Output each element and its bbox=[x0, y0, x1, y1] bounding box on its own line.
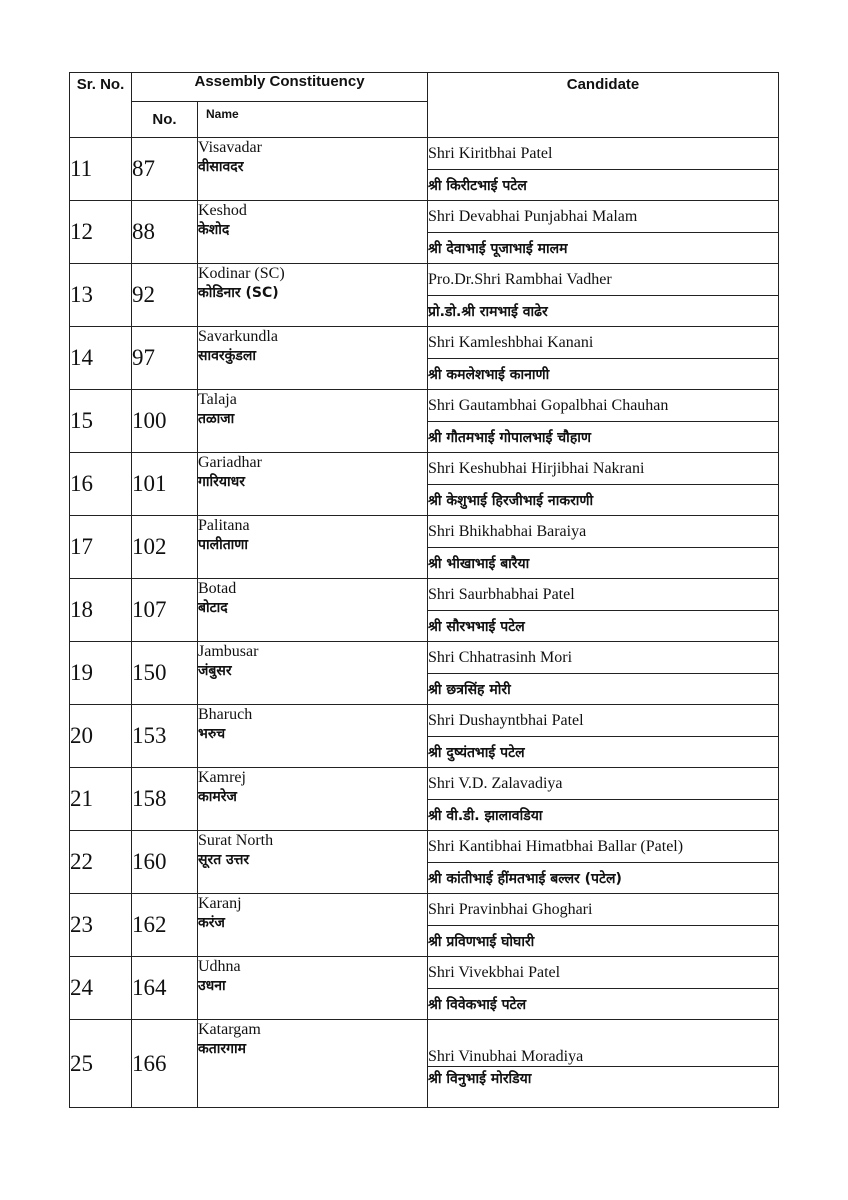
sr-no-cell: 17 bbox=[70, 516, 132, 579]
constituency-name-cell bbox=[198, 1020, 428, 1108]
candidate-name-hindi: श्री गौतमभाई गोपालभाई चौहाण bbox=[428, 422, 779, 453]
constituency-no-cell: 164 bbox=[132, 957, 198, 1020]
table-row bbox=[70, 453, 779, 485]
candidate-name-hindi: श्री कांतीभाई हींमतभाई बल्लर (पटेल) bbox=[428, 863, 779, 894]
candidate-name-hindi: श्री विनुभाई मोरडिया bbox=[428, 1067, 779, 1108]
table-row bbox=[70, 1020, 779, 1067]
sr-no-cell: 19 bbox=[70, 642, 132, 705]
constituency-name-hindi: जंबुसर bbox=[198, 663, 232, 679]
sr-no-cell: 18 bbox=[70, 579, 132, 642]
constituency-name-hindi: उधना bbox=[198, 978, 226, 994]
sr-no-cell: 21 bbox=[70, 768, 132, 831]
constituency-name-hindi: केशोद bbox=[198, 222, 230, 238]
constituency-name-english: Katargam bbox=[198, 1021, 261, 1038]
candidate-name-hindi: श्री प्रविणभाई घोघारी bbox=[428, 926, 779, 957]
constituency-name-cell bbox=[198, 579, 428, 642]
table-row bbox=[70, 705, 779, 737]
sr-no-cell: 13 bbox=[70, 264, 132, 327]
constituency-name-english: Talaja bbox=[198, 391, 237, 408]
constituency-no-cell: 88 bbox=[132, 201, 198, 264]
candidate-name-english: Shri Kiritbhai Patel bbox=[428, 138, 779, 170]
table-row bbox=[70, 894, 779, 926]
constituency-name-cell bbox=[198, 138, 428, 201]
candidate-name-english: Pro.Dr.Shri Rambhai Vadher bbox=[428, 264, 779, 296]
constituency-name-hindi: कोडिनार (SC) bbox=[198, 285, 279, 301]
candidate-name-english: Shri Kamleshbhai Kanani bbox=[428, 327, 779, 359]
constituency-name-english: Visavadar bbox=[198, 139, 262, 156]
constituency-name-english: Savarkundla bbox=[198, 328, 278, 345]
table-header bbox=[70, 73, 779, 138]
constituency-no-cell: 97 bbox=[132, 327, 198, 390]
candidate-name-english: Shri Gautambhai Gopalbhai Chauhan bbox=[428, 390, 779, 422]
constituency-no-cell: 100 bbox=[132, 390, 198, 453]
candidate-name-hindi: श्री कमलेशभाई कानाणी bbox=[428, 359, 779, 390]
candidate-name-hindi: श्री छत्रसिंह मोरी bbox=[428, 674, 779, 705]
constituency-name-english: Kodinar (SC) bbox=[198, 265, 285, 282]
sr-no-cell: 14 bbox=[70, 327, 132, 390]
table-row bbox=[70, 264, 779, 296]
sr-no-cell: 15 bbox=[70, 390, 132, 453]
candidate-name-english: Shri Saurbhabhai Patel bbox=[428, 579, 779, 611]
constituency-no-cell: 162 bbox=[132, 894, 198, 957]
constituency-no-cell: 150 bbox=[132, 642, 198, 705]
table-row bbox=[70, 642, 779, 674]
constituency-no-cell: 107 bbox=[132, 579, 198, 642]
constituency-name-hindi: सावरकुंडला bbox=[198, 348, 256, 364]
table-row bbox=[70, 201, 779, 233]
constituency-name-cell bbox=[198, 768, 428, 831]
candidate-name-hindi: श्री देवाभाई पूजाभाई मालम bbox=[428, 233, 779, 264]
constituency-no-cell: 92 bbox=[132, 264, 198, 327]
constituency-name-cell bbox=[198, 894, 428, 957]
constituency-name-english: Surat North bbox=[198, 832, 274, 849]
candidate-name-english: Shri Chhatrasinh Mori bbox=[428, 642, 779, 674]
candidate-name-hindi: प्रो.डो.श्री रामभाई वाढेर bbox=[428, 296, 779, 327]
table-row bbox=[70, 768, 779, 800]
constituency-name-english: Karanj bbox=[198, 895, 242, 912]
candidate-name-hindi: श्री सौरभभाई पटेल bbox=[428, 611, 779, 642]
constituency-name-hindi: गारियाधर bbox=[198, 474, 245, 490]
constituency-name-header: Name bbox=[198, 102, 428, 138]
constituency-name-hindi: सूरत उत्तर bbox=[198, 852, 250, 868]
constituency-name-cell bbox=[198, 516, 428, 579]
constituency-name-cell bbox=[198, 390, 428, 453]
constituency-name-english: Jambusar bbox=[198, 643, 259, 660]
candidate-name-english: Shri Devabhai Punjabhai Malam bbox=[428, 201, 779, 233]
constituency-name-hindi: तळाजा bbox=[198, 411, 235, 427]
candidate-name-hindi: श्री किरीटभाई पटेल bbox=[428, 170, 779, 201]
constituency-no-cell: 87 bbox=[132, 138, 198, 201]
constituency-name-cell bbox=[198, 957, 428, 1020]
constituency-no-cell: 166 bbox=[132, 1020, 198, 1108]
candidate-name-hindi: श्री भीखाभाई बारैया bbox=[428, 548, 779, 579]
candidate-name-hindi: श्री वी.डी. झालावडिया bbox=[428, 800, 779, 831]
table-row bbox=[70, 516, 779, 548]
candidate-list-table bbox=[69, 72, 779, 1108]
table-row bbox=[70, 138, 779, 170]
table-row bbox=[70, 579, 779, 611]
constituency-no-cell: 158 bbox=[132, 768, 198, 831]
candidate-name-hindi: श्री केशुभाई हिरजीभाई नाकराणी bbox=[428, 485, 779, 516]
constituency-no-cell: 102 bbox=[132, 516, 198, 579]
constituency-name-hindi: वीसावदर bbox=[198, 159, 244, 175]
candidate-name-english: Shri Vivekbhai Patel bbox=[428, 957, 779, 989]
candidate-name-hindi: श्री दुष्यंतभाई पटेल bbox=[428, 737, 779, 768]
table-row bbox=[70, 957, 779, 989]
constituency-name-cell bbox=[198, 201, 428, 264]
sr-no-cell: 11 bbox=[70, 138, 132, 201]
sr-no-cell: 23 bbox=[70, 894, 132, 957]
sr-no-cell: 20 bbox=[70, 705, 132, 768]
sr-no-header: Sr. No. bbox=[70, 73, 132, 138]
constituency-name-english: Palitana bbox=[198, 517, 250, 534]
candidate-name-english: Shri Bhikhabhai Baraiya bbox=[428, 516, 779, 548]
constituency-name-hindi: पालीताणा bbox=[198, 537, 249, 553]
constituency-no-cell: 153 bbox=[132, 705, 198, 768]
table-body bbox=[70, 138, 779, 1108]
constituency-name-english: Bharuch bbox=[198, 706, 253, 723]
sr-no-cell: 16 bbox=[70, 453, 132, 516]
table-row bbox=[70, 327, 779, 359]
constituency-no-header: No. bbox=[132, 102, 198, 138]
sr-no-cell: 25 bbox=[70, 1020, 132, 1108]
candidate-name-english: Shri V.D. Zalavadiya bbox=[428, 768, 779, 800]
constituency-name-hindi: करंज bbox=[198, 915, 225, 931]
table-row bbox=[70, 390, 779, 422]
candidate-name-english: Shri Vinubhai Moradiya bbox=[428, 1020, 779, 1067]
table-row bbox=[70, 831, 779, 863]
constituency-name-english: Gariadhar bbox=[198, 454, 262, 471]
constituency-name-hindi: बोटाद bbox=[198, 600, 228, 616]
constituency-name-cell bbox=[198, 705, 428, 768]
sr-no-cell: 12 bbox=[70, 201, 132, 264]
constituency-name-cell bbox=[198, 453, 428, 516]
constituency-name-cell bbox=[198, 327, 428, 390]
constituency-name-cell bbox=[198, 642, 428, 705]
candidate-name-english: Shri Kantibhai Himatbhai Ballar (Patel) bbox=[428, 831, 779, 863]
candidate-name-english: Shri Dushayntbhai Patel bbox=[428, 705, 779, 737]
constituency-name-hindi: कतारगाम bbox=[198, 1041, 246, 1057]
constituency-name-english: Udhna bbox=[198, 958, 241, 975]
sr-no-cell: 22 bbox=[70, 831, 132, 894]
candidate-name-english: Shri Keshubhai Hirjibhai Nakrani bbox=[428, 453, 779, 485]
constituency-no-cell: 101 bbox=[132, 453, 198, 516]
constituency-name-cell bbox=[198, 264, 428, 327]
sr-no-cell: 24 bbox=[70, 957, 132, 1020]
constituency-name-hindi: कामरेज bbox=[198, 789, 237, 805]
candidate-name-english: Shri Pravinbhai Ghoghari bbox=[428, 894, 779, 926]
candidate-name-hindi: श्री विवेकभाई पटेल bbox=[428, 989, 779, 1020]
constituency-name-english: Botad bbox=[198, 580, 237, 597]
constituency-name-hindi: भरुच bbox=[198, 726, 226, 742]
assembly-constituency-header: Assembly Constituency bbox=[132, 73, 428, 102]
constituency-name-english: Keshod bbox=[198, 202, 247, 219]
constituency-name-english: Kamrej bbox=[198, 769, 246, 786]
constituency-name-cell bbox=[198, 831, 428, 894]
candidate-header: Candidate bbox=[428, 73, 779, 138]
constituency-no-cell: 160 bbox=[132, 831, 198, 894]
